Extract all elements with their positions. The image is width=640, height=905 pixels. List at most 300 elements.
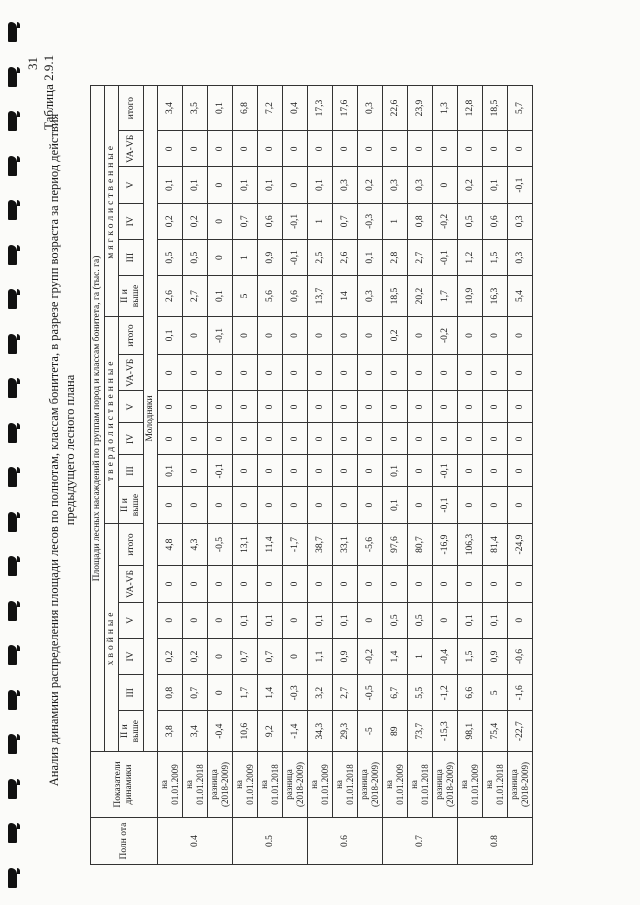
- indicator-text: 01.01.2018: [345, 764, 355, 805]
- value-cell: 3,4: [183, 711, 208, 752]
- value-cell: 0: [208, 391, 233, 423]
- value-cell: -1,6: [508, 675, 533, 711]
- value-cell: 0: [333, 487, 358, 523]
- indicator-text: на: [484, 780, 494, 789]
- value-cell: 18,5: [483, 86, 508, 131]
- value-cell: 89: [383, 711, 408, 752]
- value-cell: -0,5: [208, 523, 233, 566]
- value-cell: 3,4: [158, 86, 183, 131]
- value-cell: 0,2: [158, 638, 183, 674]
- value-cell: 0: [383, 355, 408, 391]
- value-cell: 0,5: [458, 203, 483, 239]
- value-cell: 0: [333, 391, 358, 423]
- value-cell: -0,1: [208, 316, 233, 354]
- value-cell: 1,1: [308, 638, 333, 674]
- header-total: итого: [119, 316, 144, 354]
- header-area-title: Площади лесных насаждений по группам пород и классам бонитета, га (тыс. га): [91, 86, 105, 752]
- indicator-cell: [158, 751, 183, 817]
- value-cell: 0: [508, 391, 533, 423]
- value-cell: 7,2: [258, 86, 283, 131]
- value-cell: 0: [208, 203, 233, 239]
- value-cell: 0: [183, 602, 208, 638]
- value-cell: 0: [233, 391, 258, 423]
- value-cell: 0: [283, 131, 308, 167]
- title-line-2: предыдущего лесного плана: [63, 374, 77, 526]
- value-cell: 1: [383, 203, 408, 239]
- value-cell: 0,7: [233, 638, 258, 674]
- value-cell: 5,5: [408, 675, 433, 711]
- value-cell: 0: [183, 391, 208, 423]
- value-cell: 0: [433, 167, 458, 203]
- value-cell: -0,1: [433, 487, 458, 523]
- value-cell: 0: [383, 391, 408, 423]
- header-class-iii: III: [119, 675, 144, 711]
- value-cell: 106,3: [458, 523, 483, 566]
- value-cell: 98,1: [458, 711, 483, 752]
- value-cell: 0: [233, 316, 258, 354]
- header-class-v: V: [119, 167, 144, 203]
- value-cell: -5,6: [358, 523, 383, 566]
- indicator-text: 01.01.2009: [470, 764, 480, 805]
- value-cell: 0: [158, 423, 183, 455]
- header-class-va-vb: VA-VБ: [119, 355, 144, 391]
- indicator-cell: [358, 751, 383, 817]
- value-cell: 1: [308, 203, 333, 239]
- header-group-hardwood: твердолиственные: [105, 316, 119, 523]
- value-cell: 38,7: [308, 523, 333, 566]
- value-cell: 5,4: [508, 276, 533, 317]
- value-cell: 0,7: [333, 203, 358, 239]
- indicator-text: на: [384, 780, 394, 789]
- value-cell: 0: [308, 566, 333, 602]
- value-cell: 0: [433, 602, 458, 638]
- value-cell: 0: [308, 455, 333, 487]
- indicator-cell: [183, 751, 208, 817]
- value-cell: 0: [358, 455, 383, 487]
- indicator-text: (2018-2009): [295, 762, 305, 808]
- value-cell: 0,2: [358, 167, 383, 203]
- value-cell: 0: [183, 316, 208, 354]
- polnota-cell: 0.4: [158, 818, 233, 865]
- value-cell: 13,7: [308, 276, 333, 317]
- value-cell: 0: [208, 239, 233, 275]
- value-cell: 1,7: [233, 675, 258, 711]
- value-cell: 0: [283, 391, 308, 423]
- value-cell: 0: [183, 423, 208, 455]
- value-cell: 0: [433, 391, 458, 423]
- indicator-text: 01.01.2018: [495, 764, 505, 805]
- value-cell: 0: [208, 487, 233, 523]
- value-cell: -0,1: [433, 455, 458, 487]
- value-cell: 0: [383, 566, 408, 602]
- value-cell: 0: [333, 566, 358, 602]
- value-cell: 0: [308, 316, 333, 354]
- value-cell: 0: [433, 355, 458, 391]
- value-cell: 0: [383, 423, 408, 455]
- value-cell: 0: [408, 423, 433, 455]
- value-cell: 0: [408, 455, 433, 487]
- value-cell: 0: [283, 638, 308, 674]
- value-cell: 0: [483, 316, 508, 354]
- value-cell: 0: [158, 602, 183, 638]
- value-cell: 0,1: [208, 276, 233, 317]
- indicator-text: на: [184, 780, 194, 789]
- header-class-ii-above: II и выше: [119, 711, 144, 752]
- value-cell: 0: [458, 566, 483, 602]
- value-cell: 0: [233, 455, 258, 487]
- value-cell: 0,3: [508, 203, 533, 239]
- value-cell: 6,6: [458, 675, 483, 711]
- indicator-text: на: [459, 780, 469, 789]
- value-cell: 5: [483, 675, 508, 711]
- header-class-iii: III: [119, 239, 144, 275]
- value-cell: 0,1: [458, 602, 483, 638]
- value-cell: 16,3: [483, 276, 508, 317]
- header-class-v: V: [119, 602, 144, 638]
- table-row: [483, 86, 508, 865]
- value-cell: 0: [233, 487, 258, 523]
- indicator-text: разница: [209, 769, 219, 800]
- value-cell: -15,3: [433, 711, 458, 752]
- value-cell: 5: [233, 276, 258, 317]
- value-cell: 6,8: [233, 86, 258, 131]
- value-cell: 0,2: [383, 316, 408, 354]
- value-cell: 0: [408, 487, 433, 523]
- header-class-iv: IV: [119, 203, 144, 239]
- value-cell: 0: [283, 487, 308, 523]
- table-label: Таблица 2.9.1: [41, 54, 56, 130]
- value-cell: 0: [183, 131, 208, 167]
- value-cell: 0: [433, 423, 458, 455]
- value-cell: 0: [183, 455, 208, 487]
- value-cell: 12,8: [458, 86, 483, 131]
- value-cell: 10,9: [458, 276, 483, 317]
- value-cell: 0: [408, 355, 433, 391]
- value-cell: 0: [308, 423, 333, 455]
- value-cell: 22,6: [383, 86, 408, 131]
- value-cell: 0: [483, 487, 508, 523]
- value-cell: 9,2: [258, 711, 283, 752]
- value-cell: 2,7: [333, 675, 358, 711]
- value-cell: 0,7: [183, 675, 208, 711]
- value-cell: -0,1: [283, 239, 308, 275]
- value-cell: -0,1: [208, 455, 233, 487]
- value-cell: -0,2: [433, 203, 458, 239]
- value-cell: -1,4: [283, 711, 308, 752]
- value-cell: -0,3: [283, 675, 308, 711]
- value-cell: 0: [408, 566, 433, 602]
- value-cell: 0: [358, 602, 383, 638]
- value-cell: 0,5: [383, 602, 408, 638]
- value-cell: 0: [333, 423, 358, 455]
- value-cell: 0: [183, 487, 208, 523]
- value-cell: 1: [233, 239, 258, 275]
- value-cell: -0,1: [433, 239, 458, 275]
- indicator-text: на: [409, 780, 419, 789]
- indicator-cell: [383, 751, 408, 817]
- value-cell: -0,4: [208, 711, 233, 752]
- value-cell: 0: [283, 355, 308, 391]
- value-cell: 0: [158, 131, 183, 167]
- value-cell: 0,1: [308, 602, 333, 638]
- value-cell: 0: [208, 131, 233, 167]
- indicator-text: 01.01.2009: [170, 764, 180, 805]
- value-cell: 0: [208, 566, 233, 602]
- value-cell: 0: [158, 487, 183, 523]
- value-cell: 0,1: [333, 602, 358, 638]
- indicator-text: 01.01.2018: [420, 764, 430, 805]
- value-cell: 0: [208, 423, 233, 455]
- value-cell: 4,3: [183, 523, 208, 566]
- value-cell: 17,6: [333, 86, 358, 131]
- value-cell: 2,6: [333, 239, 358, 275]
- indicator-cell: [233, 751, 258, 817]
- value-cell: 0,1: [233, 167, 258, 203]
- title-line-1: Анализ динамики распределения площади лесов по полнотам, классам бонитета, в разрезе групп возраста за период действия: [47, 113, 61, 787]
- value-cell: -0,3: [358, 203, 383, 239]
- indicator-cell: [308, 751, 333, 817]
- value-cell: 0: [358, 391, 383, 423]
- value-cell: 0,3: [408, 167, 433, 203]
- value-cell: 33,1: [333, 523, 358, 566]
- value-cell: 0: [508, 355, 533, 391]
- value-cell: 0: [458, 355, 483, 391]
- value-cell: 0: [508, 602, 533, 638]
- value-cell: 0: [508, 566, 533, 602]
- value-cell: 0,9: [258, 239, 283, 275]
- table-row: [258, 86, 283, 865]
- header-class-v: V: [119, 391, 144, 423]
- header-polnota: Полн ота: [91, 818, 158, 865]
- value-cell: 0: [333, 455, 358, 487]
- value-cell: 0: [333, 355, 358, 391]
- value-cell: 0: [208, 675, 233, 711]
- value-cell: -0,6: [508, 638, 533, 674]
- value-cell: 0: [258, 316, 283, 354]
- table-row: [408, 86, 433, 865]
- value-cell: 0: [358, 566, 383, 602]
- indicator-cell: [483, 751, 508, 817]
- polnota-cell: 0.6: [308, 818, 383, 865]
- value-cell: 0: [258, 355, 283, 391]
- value-cell: 75,4: [483, 711, 508, 752]
- value-cell: 0,1: [183, 167, 208, 203]
- value-cell: 0: [508, 316, 533, 354]
- value-cell: 73,7: [408, 711, 433, 752]
- value-cell: 0: [433, 566, 458, 602]
- value-cell: 0,5: [408, 602, 433, 638]
- indicator-text: (2018-2009): [220, 762, 230, 808]
- value-cell: 0: [308, 391, 333, 423]
- page-number: 31: [25, 57, 40, 70]
- value-cell: 0: [308, 131, 333, 167]
- value-cell: 0: [158, 391, 183, 423]
- value-cell: 0,8: [158, 675, 183, 711]
- value-cell: 0,6: [258, 203, 283, 239]
- value-cell: -22,7: [508, 711, 533, 752]
- value-cell: -24,9: [508, 523, 533, 566]
- value-cell: 3,5: [183, 86, 208, 131]
- header-indicators: Показатели динамики: [91, 751, 158, 817]
- value-cell: 1,4: [383, 638, 408, 674]
- value-cell: 6,7: [383, 675, 408, 711]
- value-cell: 1,4: [258, 675, 283, 711]
- value-cell: 0: [158, 566, 183, 602]
- value-cell: 0: [358, 487, 383, 523]
- polnota-cell: 0.5: [233, 818, 308, 865]
- value-cell: -5: [358, 711, 383, 752]
- indicator-text: на: [234, 780, 244, 789]
- indicator-cell: [458, 751, 483, 817]
- value-cell: 0: [258, 131, 283, 167]
- value-cell: 0: [283, 566, 308, 602]
- value-cell: 0: [358, 316, 383, 354]
- value-cell: -0,5: [358, 675, 383, 711]
- indicator-cell: [408, 751, 433, 817]
- value-cell: 0,9: [483, 638, 508, 674]
- indicator-text: на: [334, 780, 344, 789]
- value-cell: 4,8: [158, 523, 183, 566]
- indicator-cell: [208, 751, 233, 817]
- table-row: [158, 86, 183, 865]
- value-cell: 80,7: [408, 523, 433, 566]
- value-cell: 0: [433, 131, 458, 167]
- value-cell: 14: [333, 276, 358, 317]
- value-cell: 1,2: [458, 239, 483, 275]
- value-cell: 0,1: [158, 316, 183, 354]
- value-cell: 0,7: [233, 203, 258, 239]
- header-group-coniferous: хвойные: [105, 523, 119, 751]
- indicator-text: на: [159, 780, 169, 789]
- value-cell: 0: [208, 638, 233, 674]
- value-cell: 0,1: [483, 167, 508, 203]
- value-cell: 97,6: [383, 523, 408, 566]
- value-cell: 0: [308, 487, 333, 523]
- indicator-text: 01.01.2018: [270, 764, 280, 805]
- value-cell: 0,1: [258, 602, 283, 638]
- value-cell: -0,1: [508, 167, 533, 203]
- value-cell: 0: [233, 131, 258, 167]
- value-cell: 0: [508, 131, 533, 167]
- value-cell: 18,5: [383, 276, 408, 317]
- header-class-ii-above: II и выше: [119, 487, 144, 523]
- value-cell: 0: [483, 566, 508, 602]
- value-cell: 0: [308, 355, 333, 391]
- value-cell: 0: [208, 602, 233, 638]
- value-cell: 0: [458, 131, 483, 167]
- value-cell: 2,8: [383, 239, 408, 275]
- table-row: [283, 86, 308, 865]
- indicator-cell: [508, 751, 533, 817]
- value-cell: 0: [358, 355, 383, 391]
- value-cell: 0,2: [158, 203, 183, 239]
- indicator-text: (2018-2009): [520, 762, 530, 808]
- value-cell: 0,5: [158, 239, 183, 275]
- value-cell: 0: [283, 316, 308, 354]
- value-cell: 0: [283, 602, 308, 638]
- value-cell: 0,1: [258, 167, 283, 203]
- value-cell: 0: [258, 423, 283, 455]
- value-cell: 0,3: [358, 86, 383, 131]
- value-cell: 3,8: [158, 711, 183, 752]
- value-cell: -1,2: [433, 675, 458, 711]
- value-cell: 0: [233, 566, 258, 602]
- document-title: [46, 35, 78, 865]
- indicator-text: 01.01.2009: [395, 764, 405, 805]
- value-cell: 0,2: [458, 167, 483, 203]
- indicator-text: разница: [284, 769, 294, 800]
- indicator-text: разница: [359, 769, 369, 800]
- value-cell: 0: [233, 423, 258, 455]
- value-cell: -0,1: [283, 203, 308, 239]
- value-cell: 0,1: [383, 487, 408, 523]
- value-cell: 1,5: [458, 638, 483, 674]
- header-class-va-vb: VA-VБ: [119, 566, 144, 602]
- table-row: [383, 86, 408, 865]
- indicator-text: разница: [509, 769, 519, 800]
- value-cell: 1: [408, 638, 433, 674]
- table-row: [458, 86, 483, 865]
- value-cell: -1,7: [283, 523, 308, 566]
- value-cell: 2,7: [408, 239, 433, 275]
- value-cell: 0,3: [358, 276, 383, 317]
- value-cell: 0: [258, 455, 283, 487]
- value-cell: 0: [483, 391, 508, 423]
- indicator-cell: [433, 751, 458, 817]
- value-cell: 0: [208, 355, 233, 391]
- indicator-text: 01.01.2018: [195, 764, 205, 805]
- value-cell: 0,1: [383, 455, 408, 487]
- value-cell: 0,2: [183, 203, 208, 239]
- header-class-ii-above: II и выше: [119, 276, 144, 317]
- table-row: [433, 86, 458, 865]
- header-class-iii: III: [119, 455, 144, 487]
- polnota-cell: 0.7: [383, 818, 458, 865]
- value-cell: 0: [258, 566, 283, 602]
- indicator-cell: [258, 751, 283, 817]
- value-cell: 11,4: [258, 523, 283, 566]
- value-cell: 5,6: [258, 276, 283, 317]
- table-row: [333, 86, 358, 865]
- value-cell: 5,7: [508, 86, 533, 131]
- value-cell: -0,2: [433, 316, 458, 354]
- value-cell: 0: [408, 131, 433, 167]
- polnota-cell: 0.8: [458, 818, 533, 865]
- value-cell: -0,2: [358, 638, 383, 674]
- value-cell: 0,1: [483, 602, 508, 638]
- table-row: [308, 86, 333, 865]
- value-cell: 29,3: [333, 711, 358, 752]
- value-cell: 0: [333, 316, 358, 354]
- indicator-text: разница: [434, 769, 444, 800]
- value-cell: 0: [183, 566, 208, 602]
- table-row: [233, 86, 258, 865]
- indicator-text: на: [259, 780, 269, 789]
- value-cell: 0: [283, 167, 308, 203]
- value-cell: 34,3: [308, 711, 333, 752]
- value-cell: 0,1: [208, 86, 233, 131]
- value-cell: 1,5: [483, 239, 508, 275]
- value-cell: 0: [208, 167, 233, 203]
- value-cell: 2,5: [308, 239, 333, 275]
- value-cell: 0: [158, 355, 183, 391]
- header-class-va-vb: VA-VБ: [119, 131, 144, 167]
- indicator-cell: [333, 751, 358, 817]
- value-cell: 3,2: [308, 675, 333, 711]
- value-cell: 17,3: [308, 86, 333, 131]
- value-cell: 20,2: [408, 276, 433, 317]
- value-cell: 0: [458, 455, 483, 487]
